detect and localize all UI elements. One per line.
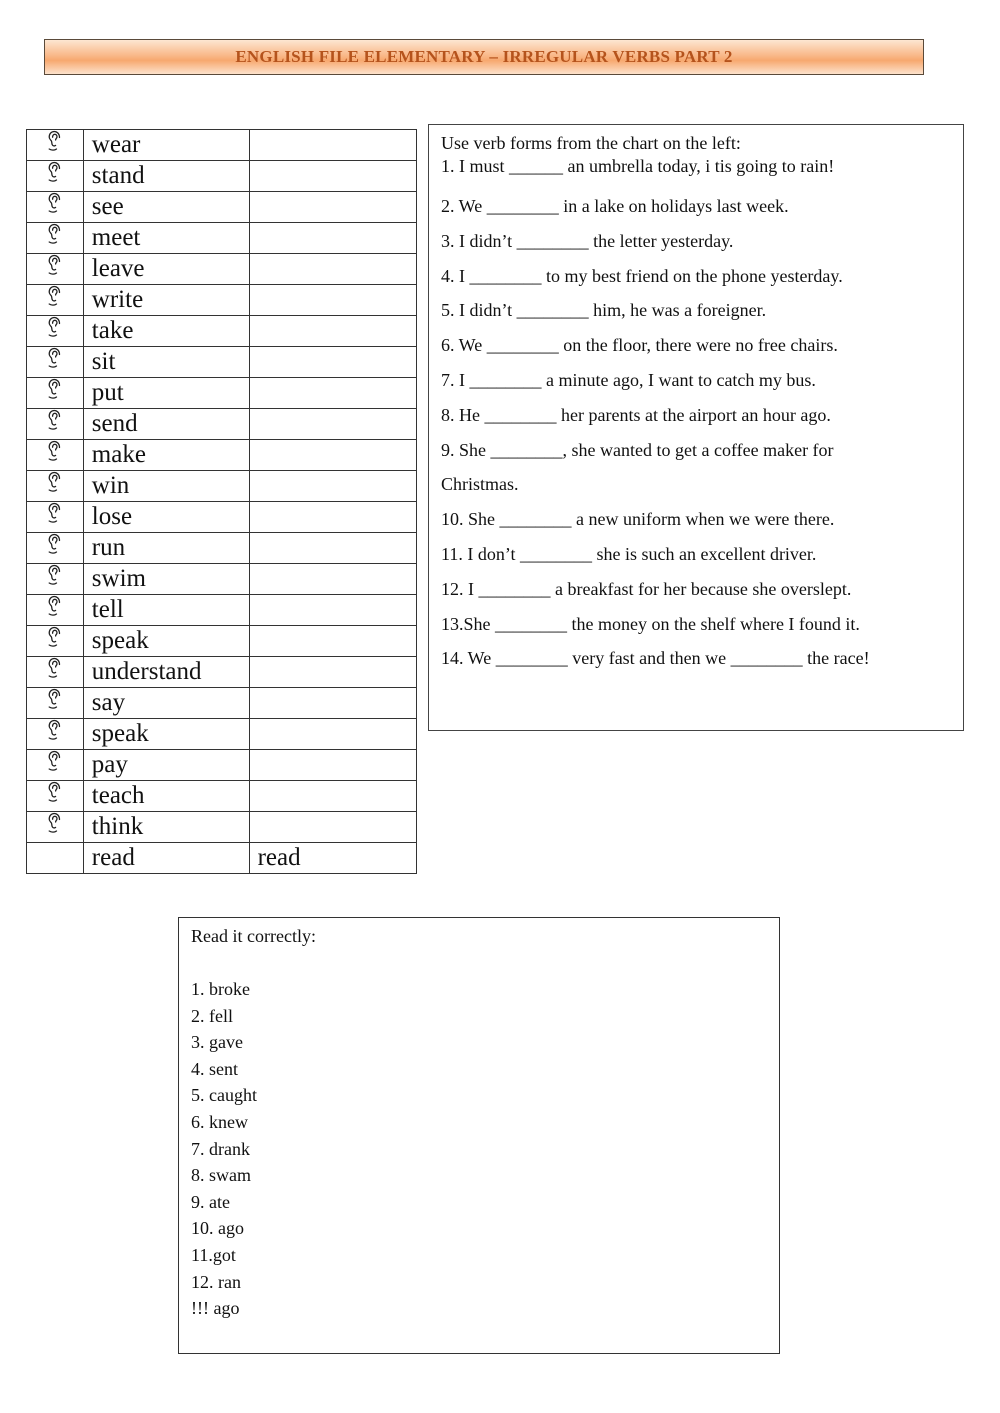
read-item: 2. fell xyxy=(191,1005,233,1026)
exercise-line: 2. We ________ in a lake on holidays last week. xyxy=(441,196,789,216)
audio-cell xyxy=(27,564,84,595)
verb-row xyxy=(27,130,417,161)
ear-icon[interactable] xyxy=(47,285,63,307)
verb-past-cell[interactable] xyxy=(249,502,416,533)
ear-icon[interactable] xyxy=(47,657,63,679)
audio-cell xyxy=(27,843,84,874)
verb-base-cell: speak xyxy=(83,626,249,657)
verb-base-cell: pay xyxy=(83,750,249,781)
verb-past-cell[interactable]: read xyxy=(249,843,416,874)
exercise-line: Christmas. xyxy=(441,474,519,495)
verb-row xyxy=(27,254,417,285)
verb-base-cell: leave xyxy=(83,254,249,285)
verb-past-cell[interactable] xyxy=(249,130,416,161)
verb-row xyxy=(27,347,417,378)
exercise-line: 3. I didn’t ________ the letter yesterday. xyxy=(441,230,734,251)
verb-row xyxy=(27,657,417,688)
verb-base-cell: write xyxy=(83,285,249,316)
ear-icon[interactable] xyxy=(47,254,63,276)
verb-base-cell: take xyxy=(83,316,249,347)
verb-past-cell[interactable] xyxy=(249,688,416,719)
exercise-line: 5. I didn’t ________ him, he was a foreigner. xyxy=(441,300,767,321)
verb-base-cell: meet xyxy=(83,223,249,254)
verb-table xyxy=(26,129,417,874)
audio-cell xyxy=(27,347,84,378)
verb-base-cell: sit xyxy=(83,347,249,378)
audio-cell xyxy=(27,595,84,626)
exercise-line: 4. I ________ to my best friend on the phone yesterday. xyxy=(441,265,843,286)
verb-past-cell[interactable] xyxy=(249,161,416,192)
verb-row xyxy=(27,843,417,874)
verb-row xyxy=(27,223,417,254)
read-box xyxy=(178,917,780,1354)
ear-icon[interactable] xyxy=(47,719,63,741)
read-item: 7. drank xyxy=(191,1138,250,1159)
ear-icon[interactable] xyxy=(47,595,63,617)
read-item: 12. ran xyxy=(191,1271,241,1292)
audio-cell xyxy=(27,285,84,316)
page-title: ENGLISH FILE ELEMENTARY – IRREGULAR VERBS PART 2 xyxy=(44,39,924,75)
read-item: 8. swam xyxy=(191,1165,251,1186)
audio-cell xyxy=(27,657,84,688)
ear-icon[interactable] xyxy=(47,750,63,772)
read-item: 10. ago xyxy=(191,1218,244,1239)
verb-base-cell: speak xyxy=(83,719,249,750)
read-item: 3. gave xyxy=(191,1032,243,1053)
exercise-line: 13.She ________ the money on the shelf where I found it. xyxy=(441,613,860,634)
exercise-intro: Use verb forms from the chart on the left: xyxy=(441,133,741,153)
audio-cell xyxy=(27,130,84,161)
ear-icon[interactable] xyxy=(47,440,63,462)
ear-icon[interactable] xyxy=(47,688,63,710)
exercise-line: 10. She ________ a new uniform when we were there. xyxy=(441,509,835,530)
verb-past-cell[interactable] xyxy=(249,657,416,688)
audio-cell xyxy=(27,192,84,223)
ear-icon[interactable] xyxy=(47,223,63,245)
verb-past-cell[interactable] xyxy=(249,595,416,626)
verb-row xyxy=(27,595,417,626)
audio-cell xyxy=(27,688,84,719)
verb-past-cell[interactable] xyxy=(249,254,416,285)
audio-cell xyxy=(27,781,84,812)
verb-row xyxy=(27,316,417,347)
verb-base-cell: send xyxy=(83,409,249,440)
exercise-line: 7. I ________ a minute ago, I want to catch my bus. xyxy=(441,369,816,390)
verb-base-cell: run xyxy=(83,533,249,564)
verb-base-cell: win xyxy=(83,471,249,502)
verb-base-cell: lose xyxy=(83,502,249,533)
read-box-heading: Read it correctly: xyxy=(191,926,316,946)
verb-base-cell: tell xyxy=(83,595,249,626)
verb-past-cell[interactable] xyxy=(249,316,416,347)
verb-row xyxy=(27,378,417,409)
audio-cell xyxy=(27,223,84,254)
verb-row xyxy=(27,440,417,471)
verb-row xyxy=(27,161,417,192)
ear-icon[interactable] xyxy=(47,564,63,586)
audio-cell xyxy=(27,471,84,502)
read-item: 11.got xyxy=(191,1244,236,1265)
verb-base-cell: say xyxy=(83,688,249,719)
verb-past-cell[interactable] xyxy=(249,285,416,316)
verb-past-cell[interactable] xyxy=(249,719,416,750)
verb-row xyxy=(27,688,417,719)
verb-row xyxy=(27,812,417,843)
verb-row xyxy=(27,471,417,502)
ear-icon[interactable] xyxy=(47,812,63,834)
verb-row xyxy=(27,533,417,564)
audio-cell xyxy=(27,316,84,347)
verb-base-cell: read xyxy=(83,843,249,874)
ear-icon[interactable] xyxy=(47,378,63,400)
verb-past-cell[interactable] xyxy=(249,533,416,564)
read-item: !!! ago xyxy=(191,1298,240,1319)
verb-row xyxy=(27,502,417,533)
verb-past-cell[interactable] xyxy=(249,812,416,843)
audio-cell xyxy=(27,440,84,471)
verb-past-cell[interactable] xyxy=(249,378,416,409)
exercise-line: 9. She ________, she wanted to get a coffee maker for xyxy=(441,439,834,460)
read-item: 4. sent xyxy=(191,1058,238,1079)
verb-base-cell: teach xyxy=(83,781,249,812)
ear-icon[interactable] xyxy=(47,626,63,648)
audio-cell xyxy=(27,409,84,440)
verb-past-cell[interactable] xyxy=(249,750,416,781)
ear-icon[interactable] xyxy=(47,161,63,183)
verb-base-cell: think xyxy=(83,812,249,843)
verb-base-cell: put xyxy=(83,378,249,409)
exercise-line: 14. We ________ very fast and then we ________ the race! xyxy=(441,648,870,669)
verb-row xyxy=(27,626,417,657)
ear-icon[interactable] xyxy=(47,192,63,214)
verb-base-cell: make xyxy=(83,440,249,471)
ear-icon[interactable] xyxy=(47,471,63,493)
verb-row xyxy=(27,781,417,812)
read-item: 6. knew xyxy=(191,1111,248,1132)
verb-past-cell[interactable] xyxy=(249,440,416,471)
verb-base-cell: stand xyxy=(83,161,249,192)
verb-past-cell[interactable] xyxy=(249,223,416,254)
verb-row xyxy=(27,409,417,440)
verb-past-cell[interactable] xyxy=(249,781,416,812)
exercise-line: 12. I ________ a breakfast for her because she overslept. xyxy=(441,578,852,599)
ear-icon[interactable] xyxy=(47,316,63,338)
exercise-line: 8. He ________ her parents at the airport an hour ago. xyxy=(441,404,831,425)
verb-row xyxy=(27,564,417,595)
ear-icon[interactable] xyxy=(47,502,63,524)
audio-cell xyxy=(27,254,84,285)
ear-icon[interactable] xyxy=(47,347,63,369)
read-item: 5. caught xyxy=(191,1085,257,1106)
verb-row xyxy=(27,192,417,223)
exercise-box xyxy=(428,124,964,731)
audio-cell xyxy=(27,719,84,750)
verb-base-cell: understand xyxy=(83,657,249,688)
audio-cell xyxy=(27,533,84,564)
verb-row xyxy=(27,750,417,781)
ear-icon[interactable] xyxy=(47,409,63,431)
exercise-line: 1. I must ______ an umbrella today, i tis going to rain! xyxy=(441,156,835,176)
verb-base-cell: swim xyxy=(83,564,249,595)
read-item: 1. broke xyxy=(191,979,250,999)
verb-past-cell[interactable] xyxy=(249,192,416,223)
verb-row xyxy=(27,285,417,316)
audio-cell xyxy=(27,378,84,409)
verb-base-cell: see xyxy=(83,192,249,223)
exercise-line: 6. We ________ on the floor, there were no free chairs. xyxy=(441,335,838,356)
verb-row xyxy=(27,719,417,750)
verb-past-cell[interactable] xyxy=(249,471,416,502)
audio-cell xyxy=(27,502,84,533)
verb-past-cell[interactable] xyxy=(249,409,416,440)
audio-cell xyxy=(27,161,84,192)
verb-past-cell[interactable] xyxy=(249,626,416,657)
ear-icon[interactable] xyxy=(47,533,63,555)
exercise-line: 11. I don’t ________ she is such an excellent driver. xyxy=(441,543,817,564)
audio-cell xyxy=(27,626,84,657)
ear-icon[interactable] xyxy=(47,130,63,152)
ear-icon[interactable] xyxy=(47,781,63,803)
read-item: 9. ate xyxy=(191,1191,230,1212)
verb-base-cell: wear xyxy=(83,130,249,161)
verb-past-cell[interactable] xyxy=(249,347,416,378)
audio-cell xyxy=(27,750,84,781)
verb-past-cell[interactable] xyxy=(249,564,416,595)
audio-cell xyxy=(27,812,84,843)
